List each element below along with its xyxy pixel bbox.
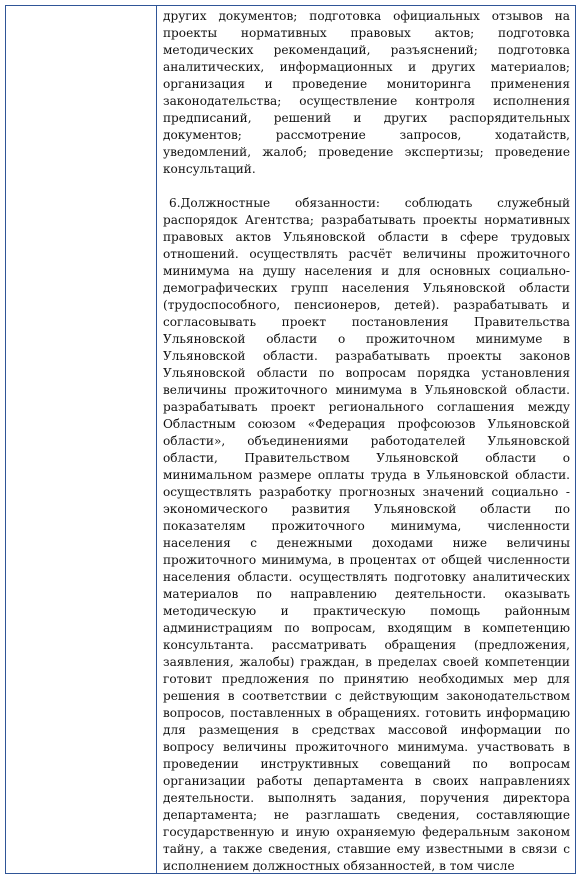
document-table xyxy=(5,5,576,874)
duties-list-paragraph: других документов; подготовка официальных отзывов на проекты нормативных правовых актов; подготовка методических рекомендаций, разъяснений; подготовка аналитических, информационных и других материалов; организация и проведение мониторинга применения законодательства; осуществление контроля исполнения предписаний, решений и других распорядительных документов; рассмотрение запросов, ходатайств, уведомлений, жалоб; проведение экспертизы; проведение консультаций. xyxy=(163,9,570,176)
table-left-column xyxy=(6,6,157,873)
table-right-column xyxy=(157,6,575,873)
job-duties-paragraph: 6.Должностные обязанности: соблюдать служебный распорядок Агентства; разрабатывать проекты нормативных правовых актов Ульяновской области в сфере трудовых отношений. осуществлять расчёт величины прожиточного минимума на душу населения и для основных социально-демографических групп населения Ульяновской области (трудоспособного, пенсионеров, детей). разрабатывать и согласовывать проект постановления Правительства Ульяновской области о прожиточном минимуме в Ульяновской области. разрабатывать проекты законов Ульяновской области по вопросам порядка установления величины прожиточного минимума в Ульяновской области. разрабатывать проект регионального соглашения между Областным союзом «Федерация профсоюзов Ульяновской области», объединениями работодателей Ульяновской области, Правительством Ульяновской области о минимальном размере оплаты труда в Ульяновской области. осуществлять разработку прогнозных значений социально - экономического развития Ульяновской области по показателям прожиточного минимума, численности населения с денежными доходами ниже величины прожиточного минимума, в процентах от общей численности населения области. осуществлять подготовку аналитических материалов по направлению деятельности. оказывать методическую и практическую помощь районным администрациям по вопросам, входящим в компетенцию консультанта. рассматривать обращения (предложения, заявления, жалобы) граждан, в пределах своей компетенции готовит предложения по принятию необходимых мер для решения в соответствии с действующим законодательством вопросов, поставленных в обращениях. готовить информацию для размещения в средствах массовой информации по вопросу величины прожиточного минимума. участвовать в проведении инструктивных совещаний по вопросам организации работы департамента в своих направлениях деятельности. выполнять задания, поручения директора департамента; не разглашать сведения, составляющие государственную и иную охраняемую федеральным законом тайну, а также сведения, ставшие ему известными в связи с исполнением должностных обязанностей, в том числе xyxy=(163,196,570,873)
paragraph-spacer xyxy=(163,178,570,195)
